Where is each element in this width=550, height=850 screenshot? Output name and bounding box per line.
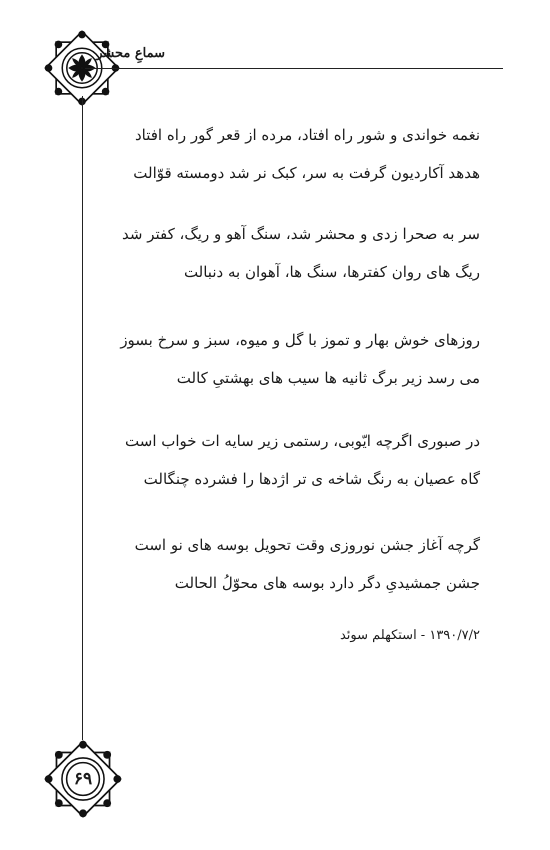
stanza — [100, 422, 480, 498]
page-number: ۶۹ — [73, 769, 93, 789]
verse-line: سر به صحرا زدی و محشر شد، سنگ آهو و ریگ، کفتر شد — [122, 225, 480, 243]
stanza — [100, 215, 480, 291]
verse-line: نغمه خواندی و شور راه افتاد، مرده از قعر گور راه افتاد — [134, 126, 480, 144]
date-place-signature: ۱۳۹۰/۷/۲ - استکهلم سوئد — [339, 628, 480, 643]
stanza — [100, 526, 480, 602]
verse-line: هدهد آکاردیون گرفت به سر، کبک نر شد دومسته قوّالت — [133, 164, 480, 182]
verse-line: ریگ های روان کفترها، سنگ ها، آهوان به دنبالت — [183, 263, 480, 281]
verse-line: جشن جمشیدیِ دگر دارد بوسه های محوّلُ الحالت — [174, 574, 480, 592]
stanza — [100, 321, 480, 397]
verse-line: گرچه آغاز جشن نوروزی وقت تحویل بوسه های نو است — [134, 536, 480, 554]
verse-line: روزهای خوش بهار و تموز با گل و میوه، سبز و سرخ بسوز — [120, 331, 480, 349]
margin-rule — [82, 96, 83, 740]
running-title: سماعِ محشر — [96, 46, 165, 61]
verse-line: می رسد زیر برگ ثانیه ها سیب های بهشتیِ کالت — [176, 369, 480, 387]
header-rule — [85, 68, 503, 69]
verse-line: گاه عصیان به رنگ شاخه ی تر اژدها را فشرده چنگالت — [143, 470, 480, 488]
stanza — [100, 116, 480, 192]
verse-line: در صبوری اگرچه ایّوبی، رستمی زیر سایه ات خواب است — [125, 432, 480, 450]
